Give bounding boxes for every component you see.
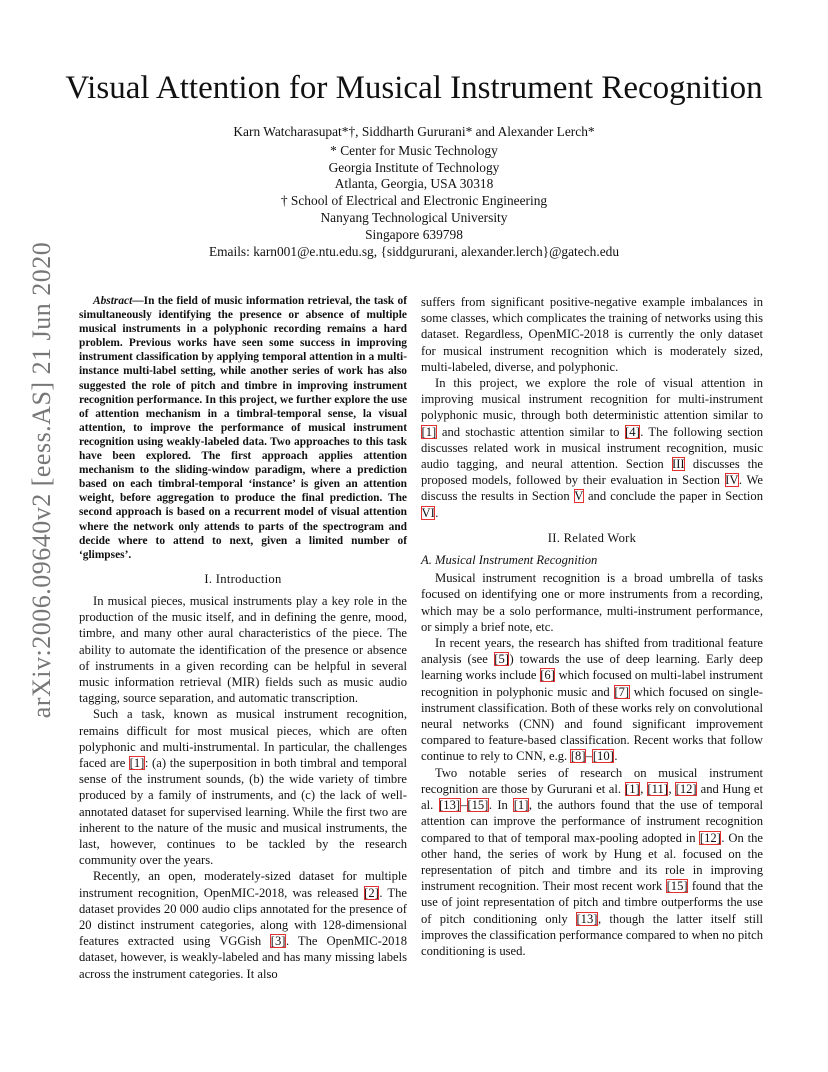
abstract-text: —In the field of music information retrieval, the task of simultaneously identifying the presence or absence of multiple musical instruments in a polyphonic recording remains a hard problem. Previous works have seen some success in improving instrument classification by applying temporal attention in a multi-instance multi-label setting, while another series of work has also suggested the role of pitch and timbre in improving instrument recognition performance. In this project, we further explore the use of attention mechanism in a timbral-temporal sense, la visual attention, to improve the performance of musical instrument recognition using weakly-labeled data. Two approaches to this task have been explored. The first approach applies attention mechanism to the sliding-window paradigm, where a prediction based on each timbral-temporal ‘instance’ is given an attention weight, before aggregation to produce the final prediction. The second approach is based on a recurrent model of visual attention where the network only attends to parts of the spectrogram and decide where to attend to next, given a limited number of ‘glimpses’. xyxy=(79,295,407,561)
intro-paragraph: Such a task, known as musical instrument recognition, remains difficult for most musical pieces, which are often polyphonic and multi-instrumental. In particular, the challenges faced are [1]: (a) the superposition in both timbral and temporal sense of the instrument sounds, (b) the wide variety of timbre produced by a family of instruments, and (c) the lack of well-annotated dataset for supervised learning. While the first two are inherent to the nature of the music and musical instruments, the last, however, continues to be tackled by the research community over the years. xyxy=(79,707,407,868)
citation-link[interactable]: [13] xyxy=(576,911,598,926)
affiliation-line: † School of Electrical and Electronic Engineering xyxy=(280,193,548,209)
citation-link[interactable]: [1] xyxy=(421,424,437,439)
affiliation-line: Singapore 639798 xyxy=(365,226,463,242)
related-paragraph: In recent years, the research has shifted from traditional feature analysis (see [5]) towards the use of deep learning. Early deep learning works include [6] which focused on multi-label instrument recognition in polyphonic music and [7] which focused on single-instrument classification. Both of these works rely on convolutional neural networks (CNN) and found significant improvement compared to feature-based classification. Recent works that follow continue to rely to CNN, e.g. [8]–[10]. xyxy=(421,636,764,764)
citation-link[interactable]: [13] xyxy=(439,798,461,813)
citation-link[interactable]: [7] xyxy=(614,684,630,699)
citation-link[interactable]: [1] xyxy=(625,781,640,796)
citation-link[interactable]: [8] xyxy=(570,749,586,764)
abstract xyxy=(79,294,407,562)
related-paragraph: Musical instrument recognition is a broad umbrella of tasks focused on identifying one or more instruments from a recording, which may be a solo performance, multi-instrument performance, or simply a brief note, etc. xyxy=(421,571,763,634)
section-heading-related-work: II. Related Work xyxy=(547,530,637,545)
section-heading-introduction: I. Introduction xyxy=(204,571,282,586)
related-paragraph: Two notable series of research on musical instrument recognition are those by Gururani et al. [1], [11], [12] and Hung et al. [13]–[15]. In [1], the authors found that the use of temporal attention can improve the performance of instrument recognition compared to that of temporal max-pooling adopted in [12]. On the other hand, the series of work by Hung et al. focused on the representation of pitch and timbre and its role in improving instrument recognition. Their most recent work [15] found that the use of joint representation of pitch and timbre outperforms the use of pitch conditioning only [13], though the latter itself still improves the classification performance compared to when no pitch conditioning is used. xyxy=(421,765,764,958)
citation-link[interactable]: [10] xyxy=(592,749,614,764)
abstract-lead: Abstract xyxy=(93,295,133,307)
section-link[interactable]: VI xyxy=(421,505,435,520)
author-block xyxy=(0,124,828,260)
author-line: Karn Watcharasupat*†, Siddharth Gururani* and Alexander Lerch* xyxy=(233,124,595,139)
citation-link[interactable]: [2] xyxy=(364,885,379,900)
citation-link[interactable]: [4] xyxy=(625,424,640,439)
citation-link[interactable]: [6] xyxy=(540,668,555,683)
paper-title: Visual Attention for Musical Instrument Recognition xyxy=(65,70,763,106)
right-column xyxy=(421,294,763,959)
arxiv-identifier: arXiv:2006.09640v2 [eess.AS] 21 Jun 2020 xyxy=(27,241,56,719)
intro-paragraph: In this project, we explore the role of visual attention in improving musical instrument recognition for multi-instrument polyphonic music, through both deterministic attention similar to [1] and stochastic attention similar to [4]. The following section discusses related work in musical instrument recognition, music audio tagging, and neural attention. Section III discusses the proposed models, followed by their evaluation in Section IV. We discuss the results in Section V and conclude the paper in Section VI. xyxy=(421,376,764,520)
citation-link[interactable]: [12] xyxy=(675,781,697,796)
affiliation-line: * Center for Music Technology xyxy=(330,142,498,158)
citation-link[interactable]: [11] xyxy=(647,781,668,796)
affiliation-line: Atlanta, Georgia, USA 30318 xyxy=(334,176,494,192)
intro-paragraph: In musical pieces, musical instruments play a key role in the production of the music itself, and in defining the genre, mood, timbre, and many other aural characteristics of the piece. The ability to automate the identification of the presence or absence of instruments in a given recording can be helpful in several music information retrieval (MIR) fields such as music audio tagging, source separation, and automatic transcription. xyxy=(79,593,407,706)
section-link[interactable]: V xyxy=(574,489,584,504)
section-link[interactable]: IV xyxy=(725,473,739,488)
citation-link[interactable]: [12] xyxy=(699,830,721,845)
section-link[interactable]: III xyxy=(672,457,685,472)
affiliation-line: Nanyang Technological University xyxy=(320,209,508,225)
intro-paragraph: Recently, an open, moderately-sized dataset for multiple instrument recognition, OpenMIC-2018, was released [2]. The dataset provides 20 000 audio clips annotated for the presence of 20 distinct instrument categories, along with 128-dimensional features extracted using VGGish [3]. The OpenMIC-2018 dataset, however, is weakly-labeled and has many missing labels across the instrument categories. It also xyxy=(79,869,408,981)
intro-paragraph-continued: suffers from significant positive-negative example imbalances in some classes, which complicates the training of networks using this dataset. Regardless, OpenMIC-2018 is currently the only dataset for musical instrument recognition which is moderately sized, multi-labeled, diverse, and polyphonic. xyxy=(421,295,763,374)
emails-line: Emails: karn001@e.ntu.edu.sg, {siddgururani, alexander.lerch}@gatech.edu xyxy=(208,243,620,259)
citation-link[interactable]: [15] xyxy=(666,879,688,894)
citation-link[interactable]: [5] xyxy=(494,652,509,667)
subsection-heading: A. Musical Instrument Recognition xyxy=(421,553,598,568)
citation-link[interactable]: [1] xyxy=(129,756,145,771)
citation-link[interactable]: [3] xyxy=(270,934,286,949)
left-column xyxy=(79,294,407,982)
citation-link[interactable]: [1] xyxy=(513,798,529,813)
affiliation-line: Georgia Institute of Technology xyxy=(328,159,500,175)
citation-link[interactable]: [15] xyxy=(467,798,489,813)
